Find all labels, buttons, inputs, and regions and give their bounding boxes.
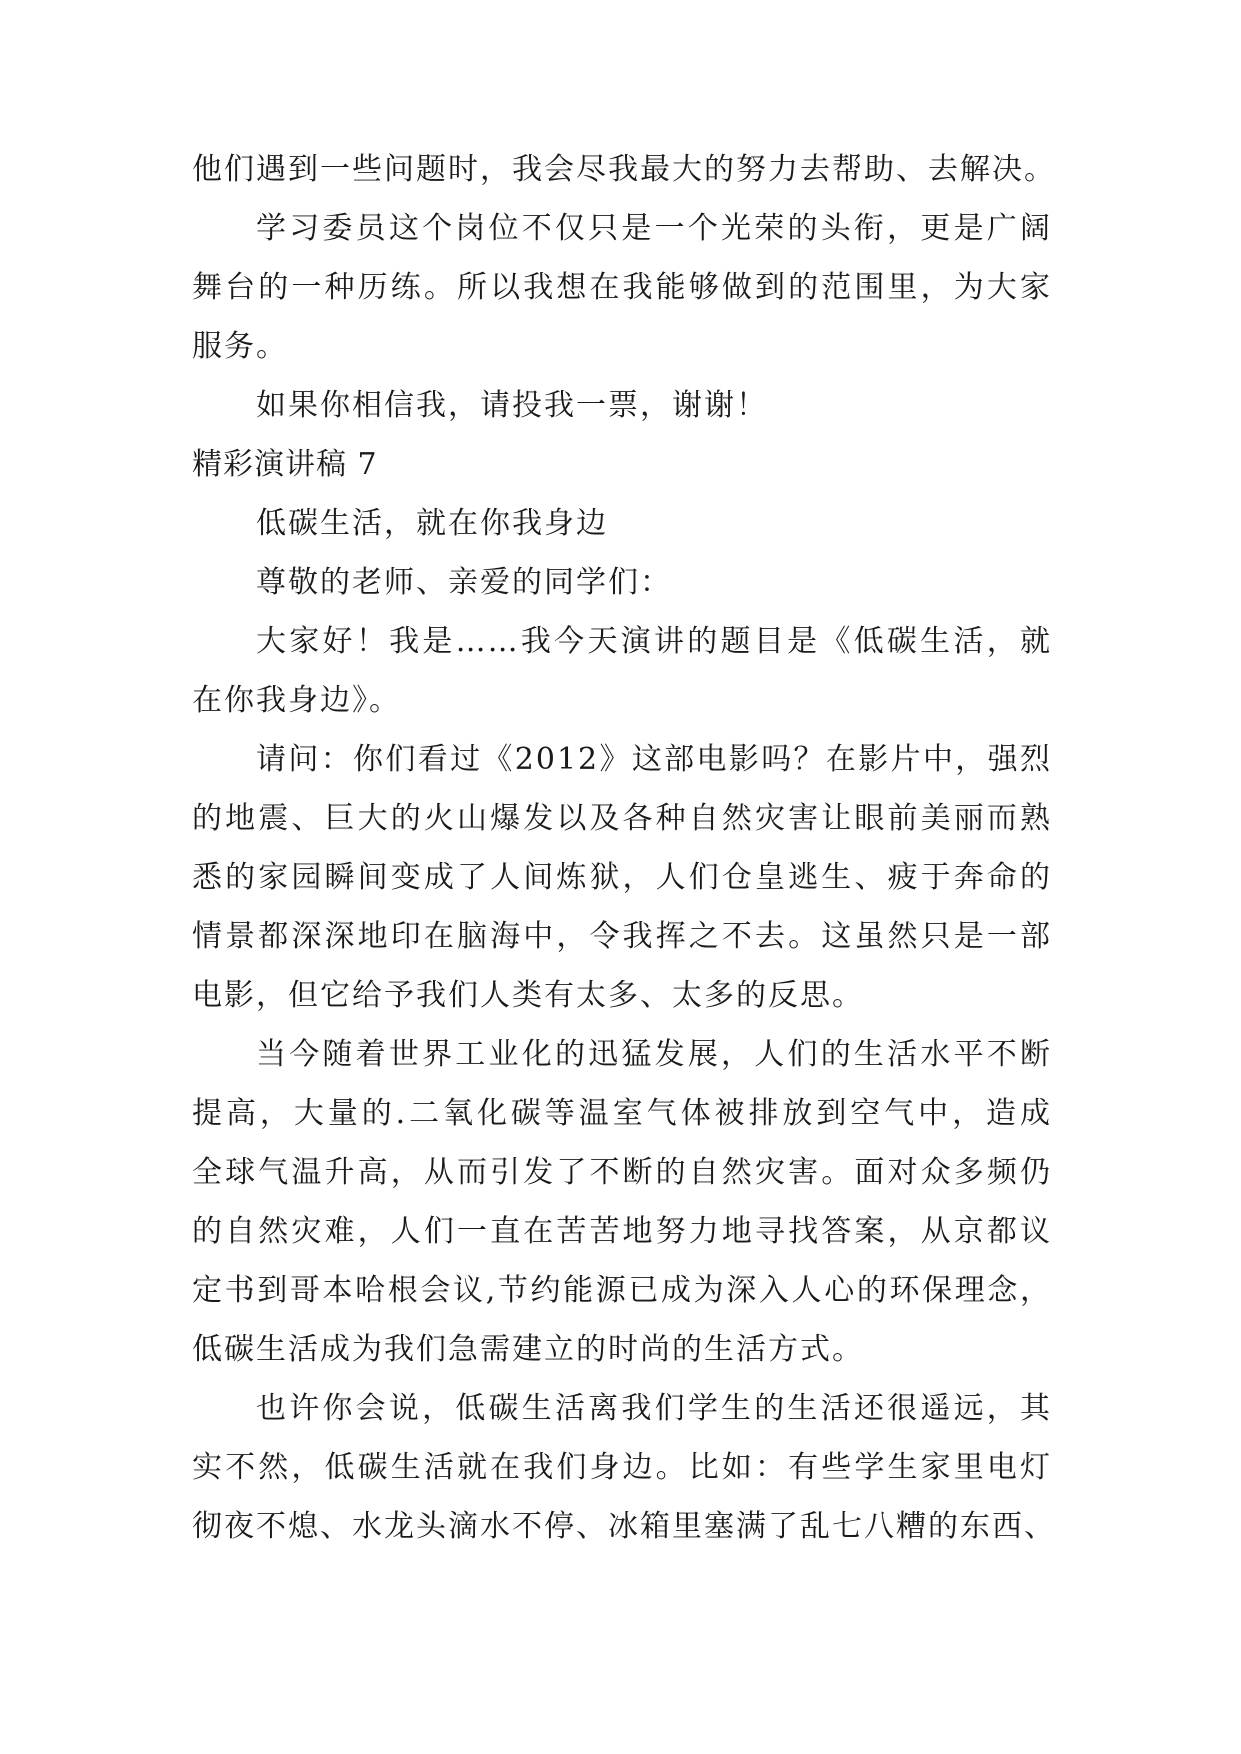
speech-title: 低碳生活，就在你我身边 xyxy=(256,506,608,541)
text-line: 的自然灾难，人们一直在苦苦地努力地寻找答案，从京都议 xyxy=(192,1214,1052,1249)
salutation: 尊敬的老师、亲爱的同学们： xyxy=(256,565,672,600)
text-line: 提高，大量的.二氧化碳等温室气体被排放到空气中，造成 xyxy=(192,1096,1052,1131)
text-line: 实不然，低碳生活就在我们身边。比如：有些学生家里电灯 xyxy=(192,1450,1052,1485)
text-line: 情景都深深地印在脑海中，令我挥之不去。这虽然只是一部 xyxy=(192,919,1052,954)
section-heading: 精彩演讲稿 7 xyxy=(192,447,378,482)
text-line: 电影，但它给予我们人类有太多、太多的反思。 xyxy=(192,978,864,1013)
text-line: 学习委员这个岗位不仅只是一个光荣的头衔，更是广阔 xyxy=(256,211,1052,246)
text-line: 悉的家园瞬间变成了人间炼狱，人们仓皇逃生、疲于奔命的 xyxy=(192,860,1052,895)
text-line: 舞台的一种历练。所以我想在我能够做到的范围里，为大家 xyxy=(192,270,1052,305)
text-line: 他们遇到一些问题时，我会尽我最大的努力去帮助、去解决。 xyxy=(192,152,1056,187)
text-line: 彻夜不熄、水龙头滴水不停、冰箱里塞满了乱七八糟的东西、 xyxy=(192,1509,1056,1544)
text-line: 也许你会说，低碳生活离我们学生的生活还很遥远，其 xyxy=(256,1391,1052,1426)
text-line: 大家好！我是……我今天演讲的题目是《低碳生活，就 xyxy=(256,624,1052,659)
text-line: 全球气温升高，从而引发了不断的自然灾害。面对众多频仍 xyxy=(192,1155,1052,1190)
text-line: 当今随着世界工业化的迅猛发展，人们的生活水平不断 xyxy=(256,1037,1052,1072)
text-line: 在你我身边》。 xyxy=(192,683,401,718)
text-line: 服务。 xyxy=(192,329,288,364)
text-line: 低碳生活成为我们急需建立的时尚的生活方式。 xyxy=(192,1332,864,1367)
text-line: 的地震、巨大的火山爆发以及各种自然灾害让眼前美丽而熟 xyxy=(192,801,1052,836)
text-line: 如果你相信我，请投我一票，谢谢！ xyxy=(256,388,768,423)
text-line: 定书到哥本哈根会议,节约能源已成为深入人心的环保理念， xyxy=(192,1273,1052,1308)
text-line: 请问：你们看过《2012》这部电影吗？在影片中，强烈 xyxy=(256,742,1052,777)
